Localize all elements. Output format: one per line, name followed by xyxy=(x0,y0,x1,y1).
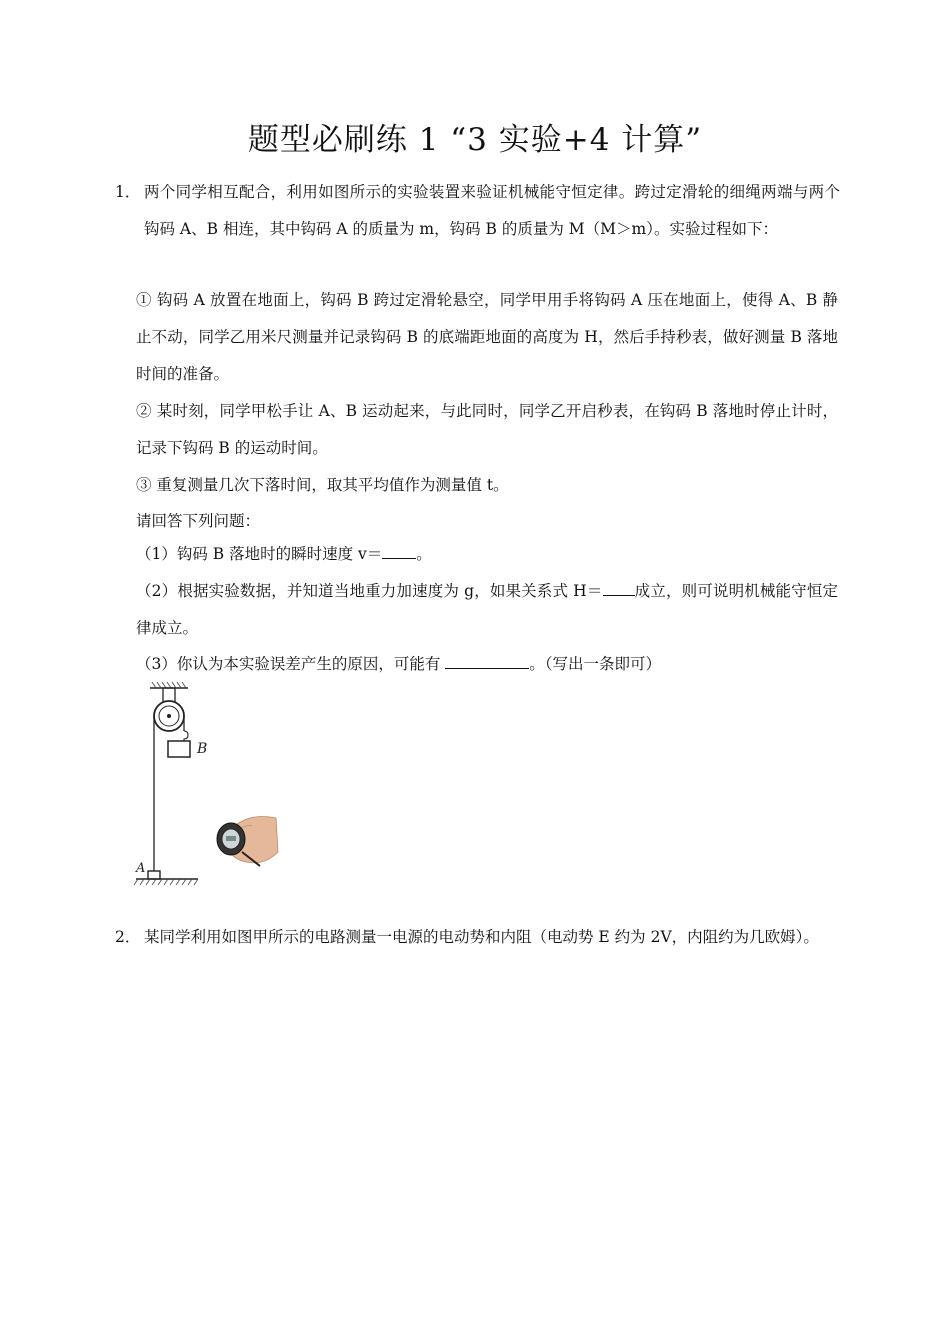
sub-question-2 xyxy=(136,573,838,647)
sub-question-3-pre: （3）你认为本实验误差产生的原因，可能有 xyxy=(136,655,446,673)
weight-b-label: B xyxy=(197,741,208,757)
pulley-axle xyxy=(167,714,171,718)
sub-question-1-post: 。 xyxy=(416,545,432,563)
sub-question-3 xyxy=(136,652,661,676)
answer-blank-2[interactable] xyxy=(603,581,635,596)
page-title: 题型必刷练 1 “3 实验+4 计算” xyxy=(247,122,703,158)
pulley-apparatus-figure xyxy=(130,678,290,893)
question-2-stem xyxy=(115,919,840,956)
sub-question-2-pre: （2）根据实验数据，并知道当地重力加速度为 g，如果关系式 H＝ xyxy=(136,582,603,600)
step-2-text: ② 某时刻，同学甲松手让 A、B 运动起来，与此同时，同学乙开启秒表，在钩码 B 落地时停止计时，记录下钩码 B 的运动时间。 xyxy=(136,402,838,457)
ceiling-hatch xyxy=(150,682,188,688)
weight-a-label: A xyxy=(136,861,146,876)
question-2-number: 2． xyxy=(115,928,141,946)
sub-question-1-pre: （1）钩码 B 落地时的瞬时速度 v＝ xyxy=(136,545,383,563)
weight-a xyxy=(148,871,160,879)
weight-b xyxy=(168,741,190,757)
question-1-number: 1． xyxy=(115,183,141,201)
answer-blank-3[interactable] xyxy=(445,654,529,669)
hook-icon xyxy=(184,731,188,741)
question-1-text: 两个同学相互配合，利用如图所示的实验装置来验证机械能守恒定律。跨过定滑轮的细绳两端与两个钩码 A、B 相连，其中钩码 A 的质量为 m，钩码 B 的质量为 M（M＞m）。实验过程如下： xyxy=(144,183,840,238)
step-1-text: ① 钩码 A 放置在地面上，钩码 B 跨过定滑轮悬空，同学甲用手将钩码 A 压在地面上，使得 A、B 静止不动，同学乙用米尺测量并记录钩码 B 的底端距地面的高度为 H，然后手持秒表，做好测量 B 落地时间的准备。 xyxy=(136,291,838,383)
sub-question-1 xyxy=(136,542,432,566)
answer-blank-1[interactable] xyxy=(382,544,416,559)
step-3-text: ③ 重复测量几次下落时间，取其平均值作为测量值 t。 xyxy=(136,476,509,494)
sub-question-3-post: 。（写出一条即可） xyxy=(529,655,662,673)
question-2-text: 某同学利用如图甲所示的电路测量一电源的电动势和内阻（电动势 E 约为 2V，内阻约为几欧姆）。 xyxy=(144,928,819,946)
prompt-text: 请回答下列问题： xyxy=(136,512,261,530)
question-1-stem xyxy=(115,174,840,248)
stopwatch-icon xyxy=(217,817,278,867)
sub-question-2-post: 成立，则可说明机械能守恒定律成立。 xyxy=(136,582,838,637)
ground-hatch xyxy=(134,879,198,885)
